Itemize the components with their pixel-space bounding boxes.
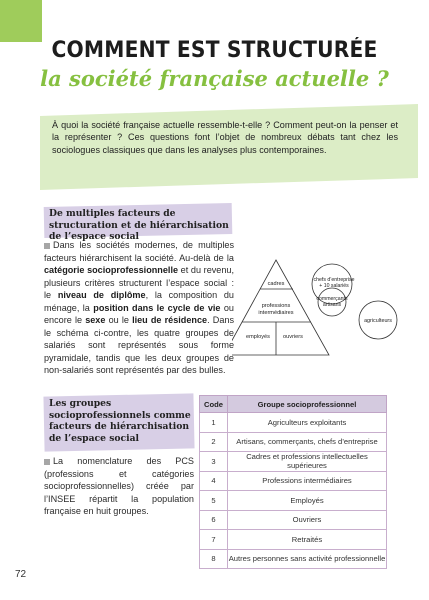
- cell-group: Retraités: [228, 530, 387, 550]
- cell-group: Ouvriers: [228, 510, 387, 530]
- label-plus-10: + 10 salariés: [319, 283, 349, 289]
- bullet-square: [44, 459, 50, 465]
- cell-code: 8: [200, 549, 228, 569]
- column-header-group: Groupe socioprofessionnel: [228, 396, 387, 413]
- label-commercants: commerçants: [316, 296, 348, 302]
- table-row: [200, 432, 387, 452]
- page-title: COMMENT EST STRUCTURÉE: [51, 38, 378, 63]
- cell-code: 3: [200, 452, 228, 472]
- table-row: [200, 530, 387, 550]
- section2-paragraph: La nomenclature des PCS (professions et catégories socioprofessionnelles) créée par l’INSEE répartit la population française en huit groupes.: [44, 456, 194, 516]
- pcs-table: [199, 395, 387, 569]
- cell-group: Agriculteurs exploitants: [228, 413, 387, 433]
- cell-code: 2: [200, 432, 228, 452]
- cell-group: Autres personnes sans activité professionnelle: [228, 549, 387, 569]
- label-cadres: cadres: [267, 281, 285, 287]
- corner-tab: [0, 0, 42, 42]
- bullet-square: [44, 243, 50, 249]
- table-row: [200, 491, 387, 511]
- cell-code: 1: [200, 413, 228, 433]
- label-chefs: chefs d’entreprise: [313, 277, 355, 283]
- section2-heading: Les groupes socioprofessionnels comme facteurs de hiérarchisation de l’espace social: [49, 398, 191, 444]
- cell-code: 5: [200, 491, 228, 511]
- table-header-row: [200, 396, 387, 413]
- table-row: [200, 413, 387, 433]
- page-number: 72: [15, 569, 27, 580]
- cell-group: Employés: [228, 491, 387, 511]
- label-artisans: artisans: [322, 302, 342, 308]
- cell-group: Artisans, commerçants, chefs d’entreprise: [228, 432, 387, 452]
- cell-group: Professions intermédiaires: [228, 471, 387, 491]
- cell-code: 4: [200, 471, 228, 491]
- label-agriculteurs: agriculteurs: [364, 318, 392, 324]
- table-row: [200, 510, 387, 530]
- cell-group: Cadres et professions intellectuelles supérieures: [228, 452, 387, 472]
- cell-code: 7: [200, 530, 228, 550]
- table-row: [200, 549, 387, 569]
- label-intermediaires: intermédiaires: [258, 310, 294, 316]
- label-ouvriers: ouvriers: [283, 334, 303, 340]
- section1-heading: De multiples facteurs de structuration et de hiérarchisation de l’espace social: [49, 208, 229, 242]
- section1-paragraph: Dans les sociétés modernes, de multiples facteurs hiérarchisent la société. Au-delà de la catégorie socioprofessionnelle et du revenu, plusieurs critères structurent l’espace social : le niveau de diplôme, la composition du ménage, la position dans le cycle de vie ou encore le sexe ou le lieu de résidence. Dans le schéma ci-contre, les quatre groupes de salariés sont représentés sous forme pyramidale, tandis que les deux groupes de non-salariés sont représentés par des bulles.: [44, 240, 235, 375]
- column-header-code: Code: [200, 396, 228, 413]
- table-row: [200, 452, 387, 472]
- table-row: [200, 471, 387, 491]
- label-professions: professions: [261, 303, 291, 309]
- page-subtitle: la société française actuelle ?: [40, 66, 389, 91]
- cell-code: 6: [200, 510, 228, 530]
- social-pyramid-diagram: [232, 258, 400, 363]
- intro-text: À quoi la société française actuelle ressemble-t-elle ? Comment peut-on la penser et la représenter ? Ces questions font l’objet de nombreux débats tant chez les sociologues classiques que dans les analyses plus contemporaines.: [52, 120, 398, 155]
- label-employes: employés: [246, 334, 270, 340]
